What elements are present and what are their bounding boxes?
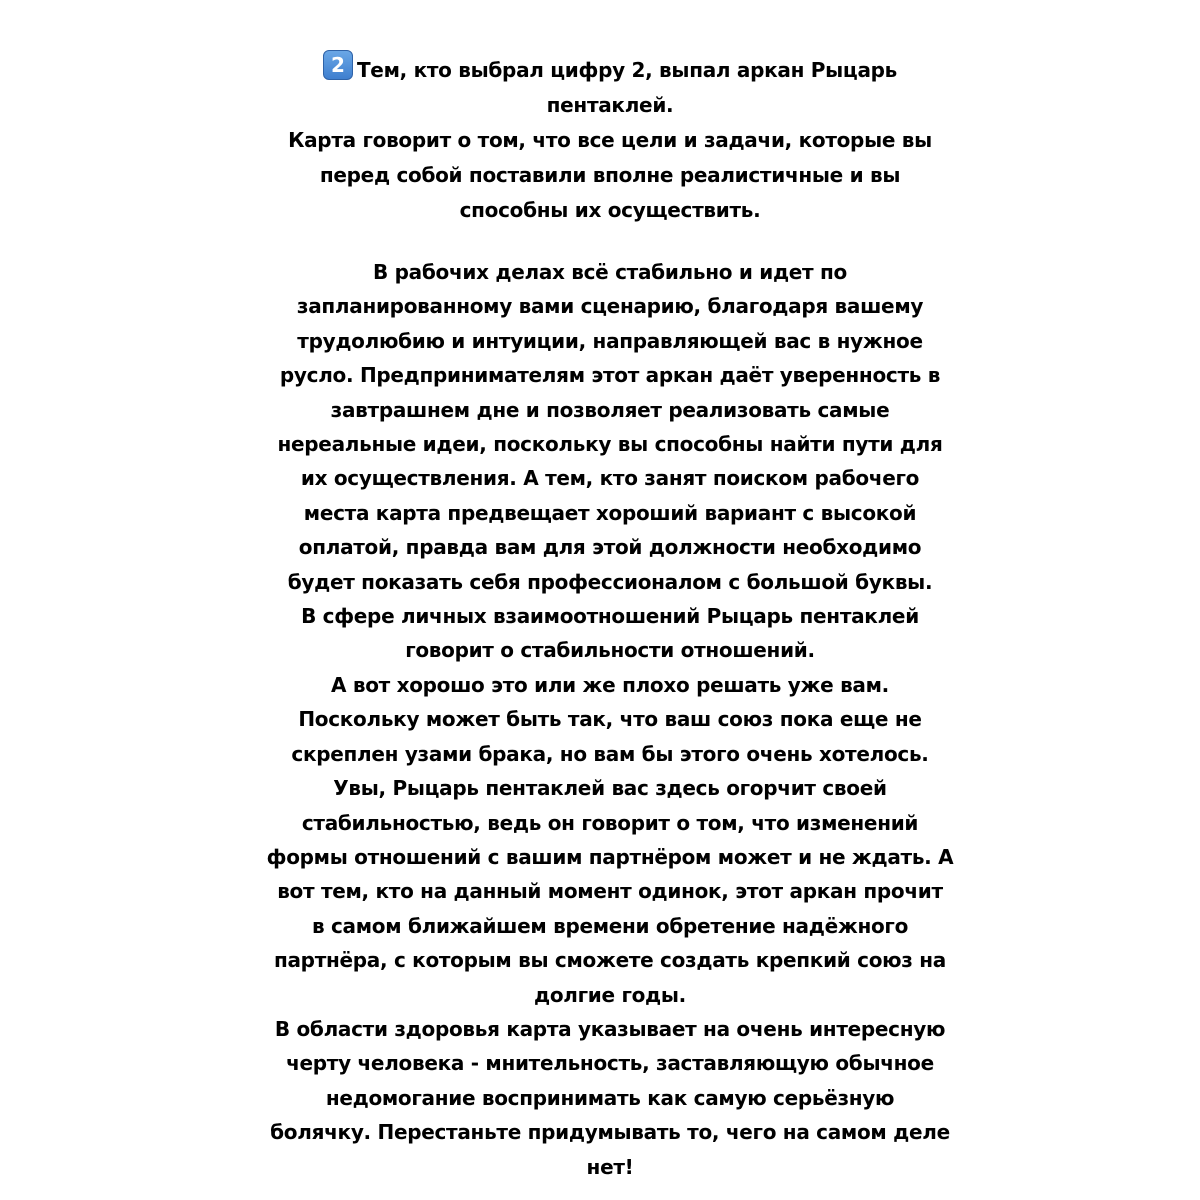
body-line: будет показать себя профессионалом с большой буквы. [287, 569, 933, 594]
body-line: долгие годы. [534, 982, 686, 1007]
body-line: нет! [586, 1154, 634, 1179]
body-line: нереальные идеи, поскольку вы способны найти пути для [277, 432, 943, 457]
keycap-two-icon [323, 50, 353, 80]
intro-paragraph [100, 50, 1120, 228]
body-line: в самом ближайшем времени обретение надёжного [311, 913, 909, 938]
body-line: Увы, Рыцарь пентаклей вас здесь огорчит своей [333, 776, 887, 801]
body-line: недомогание воспринимать как самую серьёзную [325, 1085, 895, 1110]
intro-line-5: способны их осуществить. [459, 198, 761, 222]
body-line: скреплен узами брака, но вам бы этого очень хотелось. [291, 741, 929, 766]
body-line: В рабочих делах всё стабильно и идет по [373, 260, 847, 284]
body-line: трудолюбию и интуиции, направляющей вас в нужное [297, 328, 923, 353]
body-line: вот тем, кто на данный момент одинок, этот аркан прочит [277, 879, 943, 904]
body-line: говорит о стабильности отношений. [405, 638, 815, 663]
intro-line-1 [100, 50, 1120, 88]
body-line: русло. Предпринимателям этот аркан даёт уверенность в [279, 363, 941, 388]
body-paragraph [100, 255, 1120, 1184]
body-line: оплатой, правда вам для этой должности необходимо [298, 535, 922, 560]
body-line: В сфере личных взаимоотношений Рыцарь пентаклей [301, 604, 919, 629]
body-line: их осуществления. А тем, кто занят поиском рабочего [300, 466, 920, 491]
body-line: Поскольку может быть так, что ваш союз пока еще не [298, 707, 922, 732]
intro-line-4: перед собой поставили вполне реалистичные и вы [319, 163, 901, 187]
intro-line-1-text: Тем, кто выбрал цифру 2, выпал аркан Рыцарь [356, 58, 898, 82]
body-line: партнёра, с которым вы сможете создать крепкий союз на [273, 948, 947, 973]
body-line: А вот хорошо это или же плохо решать уже вам. [331, 672, 889, 697]
body-lines [100, 255, 1120, 1184]
body-line: черту человека - мнительность, заставляющую обычное [286, 1051, 934, 1076]
intro-line-3: Карта говорит о том, что все цели и задачи, которые вы [288, 128, 932, 152]
body-line: болячку. Перестаньте придумывать то, чего на самом деле [270, 1120, 950, 1145]
body-line: запланированному вами сценарию, благодаря вашему [296, 294, 924, 319]
intro-line-2: пентаклей. [546, 93, 674, 117]
body-line: места карта предвещает хороший вариант с высокой [303, 500, 917, 525]
body-line: завтрашнем дне и позволяет реализовать самые [330, 397, 890, 422]
body-line: формы отношений с вашим партнёром может и не ждать. А [266, 844, 954, 869]
body-line: В области здоровья карта указывает на очень интересную [274, 1016, 946, 1041]
keycap-digit: 2 [331, 53, 345, 77]
body-line: стабильностью, ведь он говорит о том, что изменений [301, 810, 919, 835]
